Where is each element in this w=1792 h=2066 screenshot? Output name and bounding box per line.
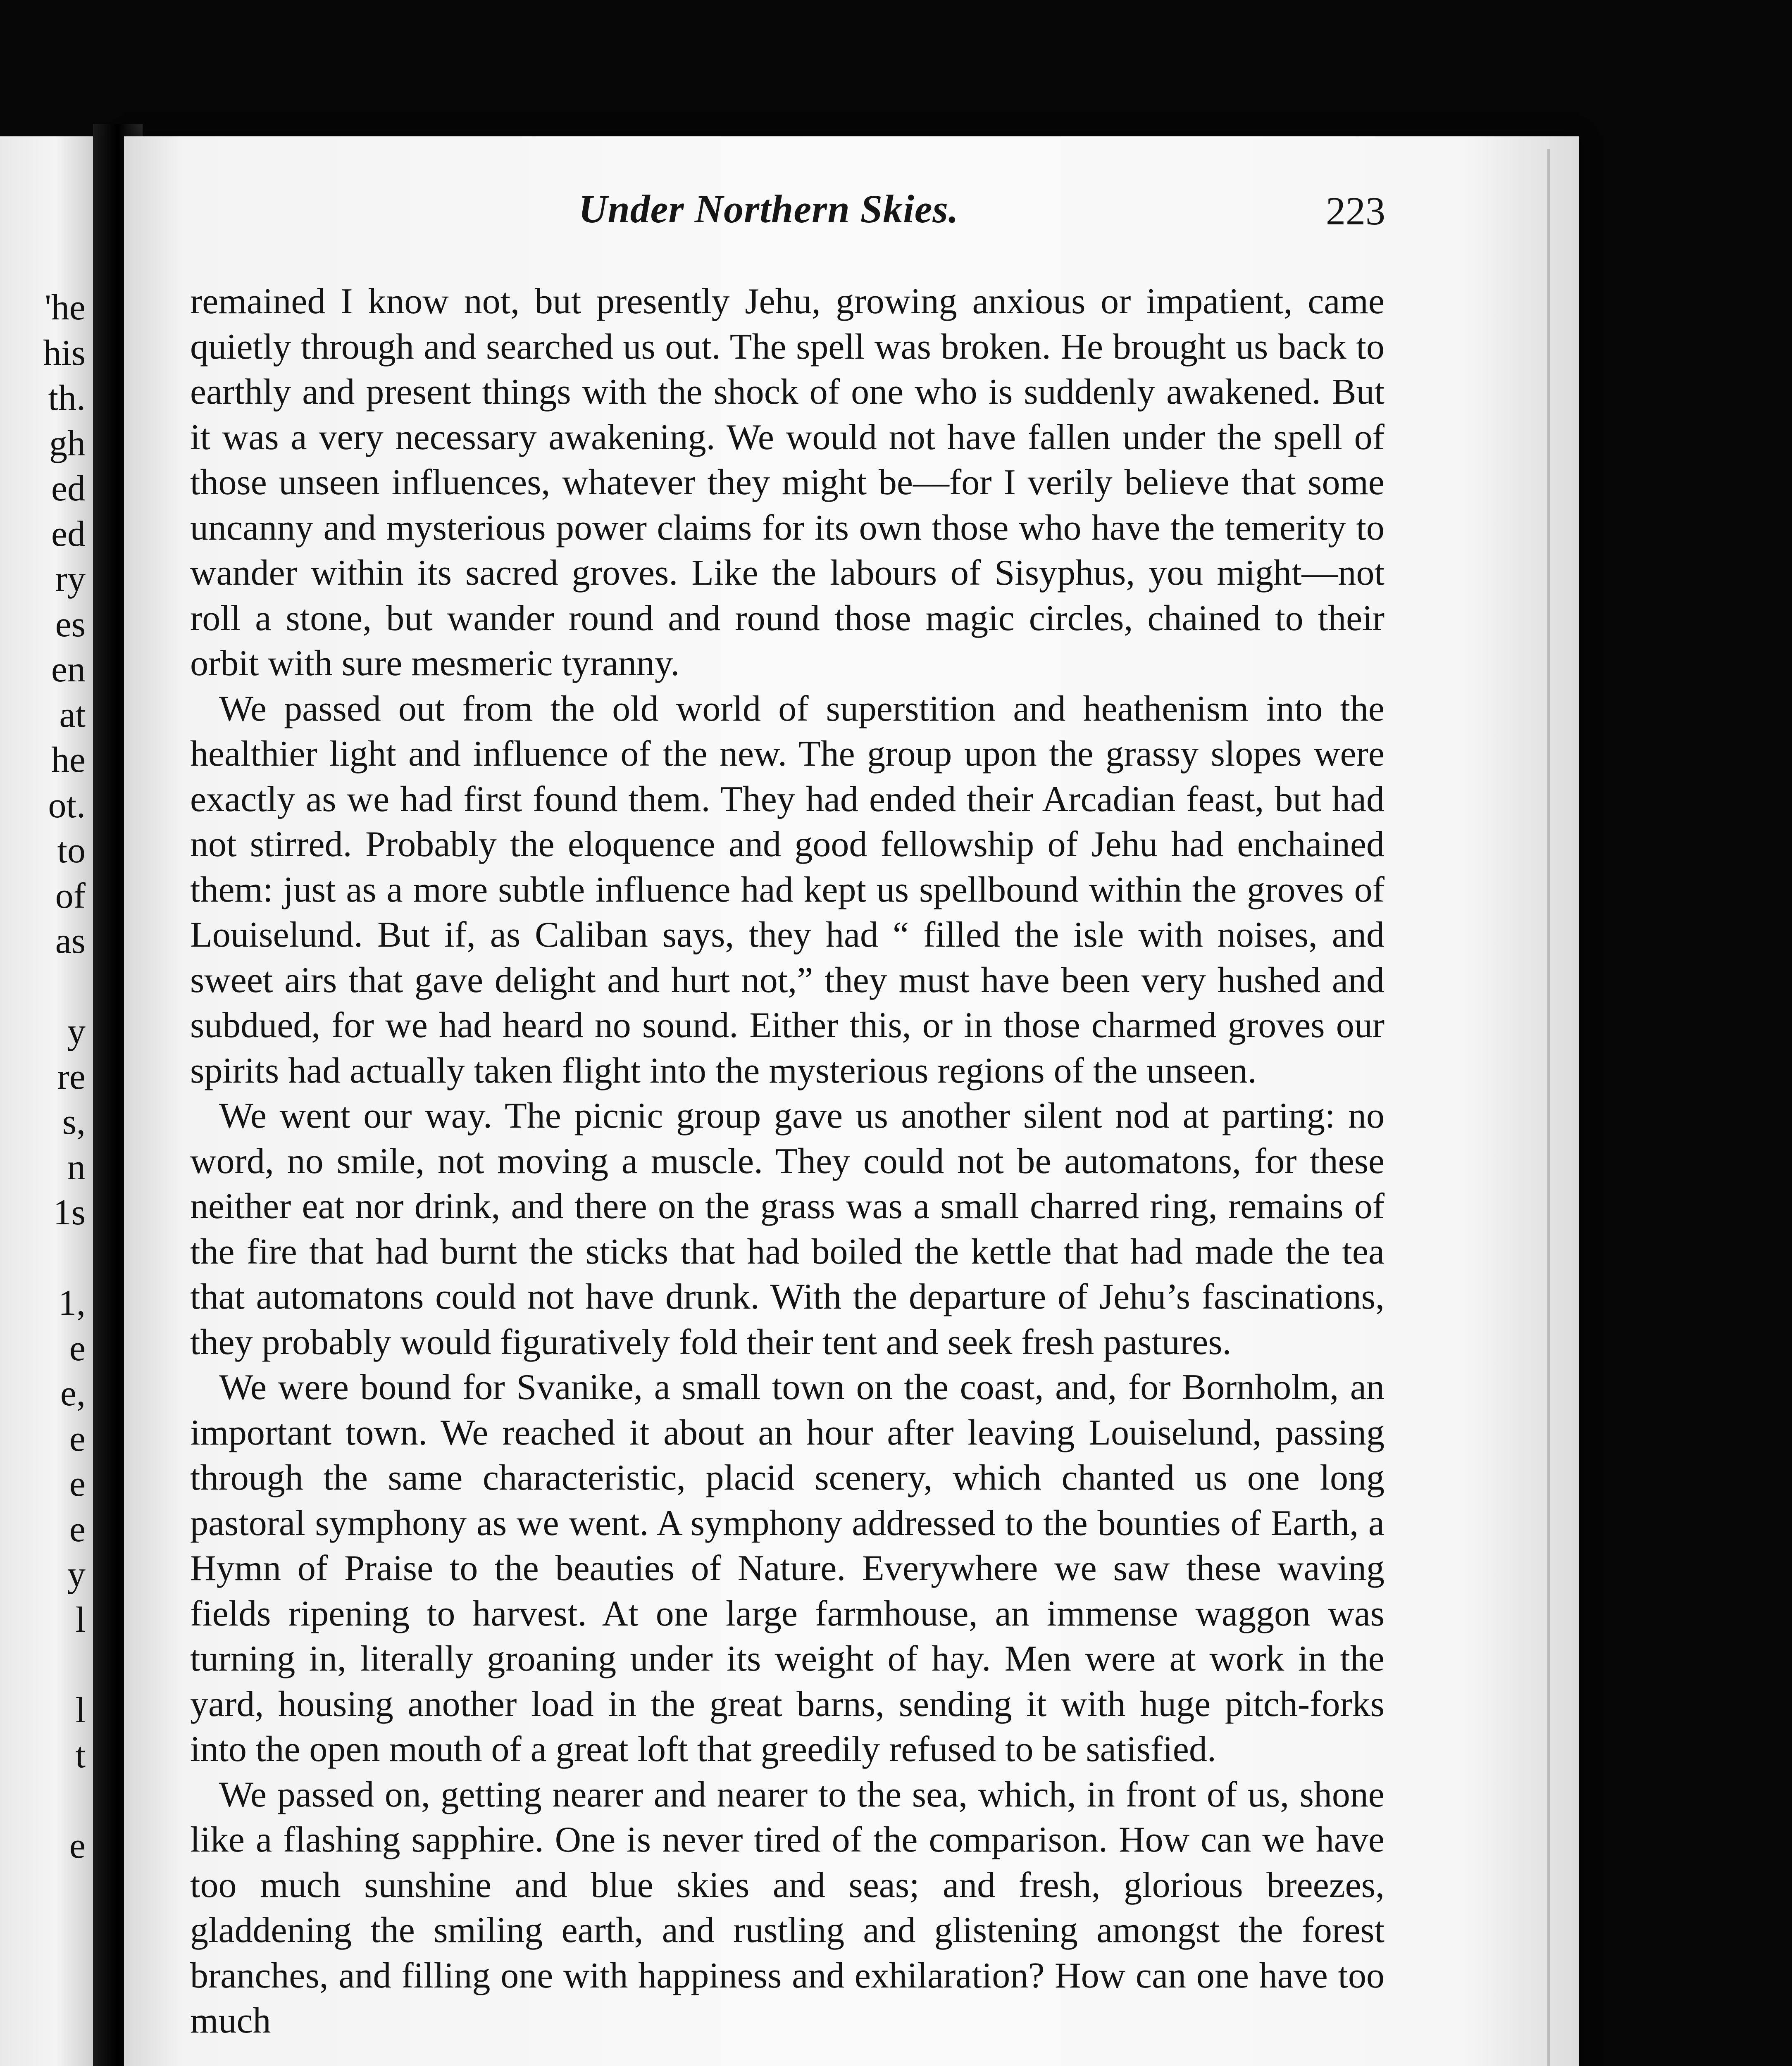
left-page-fragment: ed [51, 469, 86, 509]
left-page-fragment: en [51, 650, 86, 690]
left-page-fragment: of [55, 876, 86, 916]
left-page-fragment: 1s [53, 1192, 86, 1233]
left-page-fragment: e [69, 1464, 86, 1504]
left-page-fragment: l [75, 1690, 86, 1730]
left-page-fragment: as [55, 921, 86, 961]
paragraph-2: We passed out from the old world of superstition and heathenism into the healthier light and influence of the new. The group upon the grassy slopes were exactly as we had first found them. They had ended their Arcadian feast, but had not stirred. Probably the eloquence and good fellowship of Jehu had enchained them: just as a more subtle influence had kept us spellbound within the groves of Louiselund. But if, as Caliban says, they had “ filled the isle with noises, and sweet airs that gave delight and hurt not,” they must have been very hushed and subdued, for we had heard no sound. Either this, or in those charmed groves our spirits had actually taken flight into the mysterious regions of the unseen. [190, 688, 1385, 1091]
paragraph-4: We were bound for Svanike, a small town on the coast, and, for Bornholm, an important town. We reached it about an hour after leaving Louiselund, passing through the same characteristic, placid scenery, which chanted us one long pastoral symphony as we went. A symphony addressed to the bounties of Earth, a Hymn of Praise to the beauties of Nature. Everywhere we saw these waving fields ripening to harvest. At one large farmhouse, an immense waggon was turning in, literally groaning under its weight of hay. Men were at work in the yard, housing another load in the great barns, sending it with huge pitch-forks into the open mouth of a great loft that greedily refused to be satisfied. [190, 1367, 1385, 1769]
left-page-fragment: l [75, 1599, 86, 1640]
left-page-fragment: ed [51, 514, 86, 554]
left-page-fragment: es [55, 604, 86, 645]
left-page-fragment: 1, [58, 1283, 86, 1323]
book-page [124, 136, 1579, 2066]
left-page-fragment: 'he [45, 288, 86, 328]
left-page-fragment: y [67, 1554, 86, 1595]
paragraph-1: remained I know not, but presently Jehu, growing anxious or impatient, came quietly through and searched us out. The spell was broken. He brought us back to earthly and present things with the shock of one who is suddenly awakened. But it was a very necessary awakening. We would not have fallen under the spell of those unseen influences, whatever they might be—for I verily believe that some uncanny and mysterious power claims for its own those who have the temerity to wander within its sacred groves. Like the labours of Sisyphus, you might—not roll a stone, but wander round and round those magic circles, chained to their orbit with sure mesmeric tyranny. [190, 281, 1385, 683]
left-page-fragment: t [75, 1735, 86, 1776]
page-number: 223 [1326, 189, 1385, 233]
left-page-fragment: ry [55, 559, 86, 599]
left-page-fragment: to [57, 831, 86, 871]
left-page-fragment: s, [62, 1102, 86, 1142]
left-page-fragment: n [67, 1147, 86, 1188]
left-page-fragment: e, [60, 1373, 86, 1414]
body-text [190, 279, 1385, 2044]
paragraph-3: We went our way. The picnic group gave us another silent nod at parting: no word, no smile, not moving a muscle. They could not be automatons, for these neither eat nor drink, and there on the grass was a small charred ring, remains of the fire that had burnt the sticks that had boiled the kettle that had made the tea that automatons could not have drunk. With the departure of Jehu’s fascinations, they probably would figuratively fold their tent and seek fresh pastures. [190, 1096, 1385, 1362]
paragraph-5: We passed on, getting nearer and nearer to the sea, which, in front of us, shone like a flashing sapphire. One is never tired of the comparison. How can we have too much sunshine and blue skies and seas; and fresh, glorious breezes, gladdening the smiling earth, and rustling and glistening amongst the forest branches, and filling one with happiness and exhilaration? How can one have too much [190, 1774, 1385, 2041]
left-page-fragment: ot. [48, 785, 86, 826]
left-page-fragment: his [43, 333, 86, 373]
left-page-fragment: re [57, 1057, 86, 1097]
running-head: Under Northern Skies. [579, 187, 959, 231]
left-page-fragment: e [69, 1328, 86, 1369]
left-page-fragment: e [69, 1419, 86, 1459]
previous-page-edge [0, 136, 93, 2066]
left-page-fragment: e [69, 1509, 86, 1550]
left-page-fragment: y [67, 1012, 86, 1052]
page-edge-rule [1547, 149, 1550, 2066]
left-page-fragment: gh [49, 423, 86, 464]
left-page-fragment: th. [48, 378, 86, 418]
left-page-fragment: at [59, 695, 86, 735]
left-page-fragment: he [51, 740, 86, 780]
left-page-fragment: e [69, 1826, 86, 1866]
